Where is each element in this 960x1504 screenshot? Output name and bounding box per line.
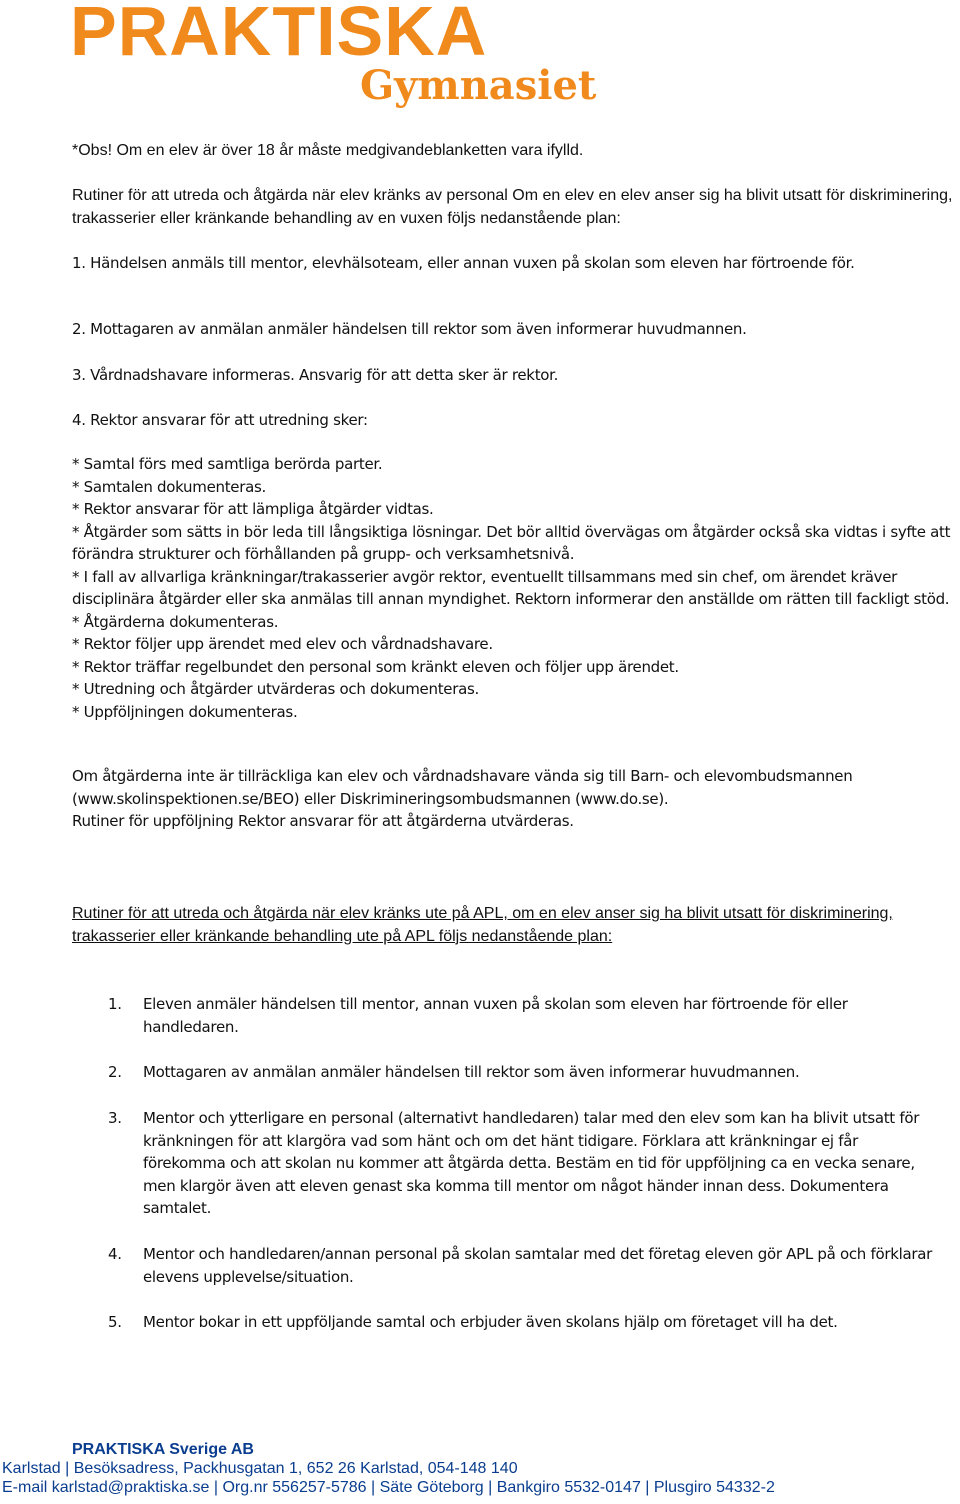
section1-bullet-list [72, 453, 960, 723]
section1-step-1: 1. Händelsen anmäls till mentor, elevhälsoteam, eller annan vuxen på skolan som eleven har förtroende för. [72, 254, 855, 272]
obs-note: *Obs! Om en elev är över 18 år måste medgivandeblanketten vara ifylld. [72, 142, 584, 159]
footer-address: Karlstad | Besöksadress, Packhusgatan 1, 652 26 Karlstad, 054-148 140 [2, 1460, 518, 1477]
bullet-item: * Rektor följer upp ärendet med elev och vårdnadshavare. [72, 635, 493, 653]
section1-heading: Rutiner för att utreda och åtgärda när elev kränks av personal Om en elev en elev anser sig ha blivit utsatt för diskriminering, trakasserier eller kränkande behandling av en vuxen följs nedanstående plan: [72, 187, 953, 227]
list-text: Mentor och ytterligare en personal (alternativt handledaren) talar med den elev som kan ha blivit utsatt för kränkningen för att klargöra vad som hänt och om det hänt tidigare. Förklara att kränkningar ej får förekomma och att skolan nu kommer att åtgärda detta. Bestäm en tid för uppföljning ca en vecka senare, men klargör även att eleven genast ska komma till mentor om något händer innan dess. Dokumentera samtalet. [143, 1109, 920, 1217]
footer-company-name: PRAKTISKA Sverige AB [72, 1441, 254, 1458]
list-text: Eleven anmäler händelsen till mentor, annan vuxen på skolan som eleven har förtroende för eller handledaren. [143, 995, 848, 1036]
bullet-item: * Åtgärder som sätts in bör leda till långsiktiga lösningar. Det bör alltid övervägas om åtgärder också ska vidtas i syfte att förändra strukturer och förhållanden på grupp- och verksamhetsnivå. [72, 522, 951, 563]
logo-wordmark: PRAKTISKA [70, 0, 488, 70]
section2-heading: Rutiner för att utreda och åtgärda när elev kränks ute på APL, om en elev anser sig ha blivit utsatt för diskriminering, trakasserier eller kränkande behandling ute på APL följs nedanstående plan: [72, 905, 893, 945]
list-number: 3. [108, 1109, 122, 1127]
list-text: Mentor och handledaren/annan personal på skolan samtalar med det företag eleven gör APL på och förklarar elevens upplevelse/situation. [143, 1245, 932, 1286]
bullet-item: * Rektor träffar regelbundet den personal som kränkt eleven och följer upp ärendet. [72, 657, 679, 676]
section1-step-3: 3. Vårdnadshavare informeras. Ansvarig för att detta sker är rektor. [72, 366, 559, 384]
bullet-item: * Åtgärderna dokumenteras. [72, 612, 279, 631]
list-text: Mottagaren av anmälan anmäler händelsen till rektor som även informerar huvudmannen. [143, 1063, 800, 1081]
bullet-item: * I fall av allvarliga kränkningar/trakasserier avgör rektor, eventuellt tillsammans med sin chef, om ärendet kräver disciplinära åtgärder eller ska anmälas till annan myndighet. Rektorn informerar den anställde om rätten till fackligt stöd. [72, 567, 950, 608]
closing-paragraph: Om åtgärderna inte är tillräckliga kan elev och vårdnadshavare vända sig till Barn- och elevombudsmannen (www.skolinspektionen.se/BEO) eller Diskrimineringsombudsmannen (www.do.se). [72, 767, 853, 808]
bullet-item: * Samtalen dokumenteras. [72, 477, 266, 496]
bullet-item: * Samtal förs med samtliga berörda parter. [72, 455, 383, 473]
praktiska-gymnasiet-logo [70, 0, 597, 120]
list-number: 4. [108, 1245, 122, 1263]
section1-step-4: 4. Rektor ansvarar för att utredning sker: [72, 411, 368, 429]
section1-closing [72, 765, 960, 833]
bullet-item: * Uppföljningen dokumenteras. [72, 702, 298, 721]
footer-contact: E-mail karlstad@praktiska.se | Org.nr 556257-5786 | Säte Göteborg | Bankgiro 5532-0147 | Plusgiro 54332-2 [2, 1479, 775, 1496]
list-number: 1. [108, 995, 122, 1013]
list-number: 5. [108, 1313, 122, 1331]
followup-paragraph: Rutiner för uppföljning Rektor ansvarar för att åtgärderna utvärderas. [72, 812, 574, 830]
section1-step-2: 2. Mottagaren av anmälan anmäler händelsen till rektor som även informerar huvudmannen. [72, 320, 747, 338]
page-footer [0, 1440, 960, 1497]
bullet-item: * Utredning och åtgärder utvärderas och dokumenteras. [72, 680, 479, 698]
list-number: 2. [108, 1063, 122, 1081]
logo-subtitle: Gymnasiet [360, 62, 597, 109]
list-text: Mentor bokar in ett uppföljande samtal och erbjuder även skolans hjälp om företaget vill ha det. [143, 1313, 838, 1331]
bullet-item: * Rektor ansvarar för att lämpliga åtgärder vidtas. [72, 500, 434, 518]
